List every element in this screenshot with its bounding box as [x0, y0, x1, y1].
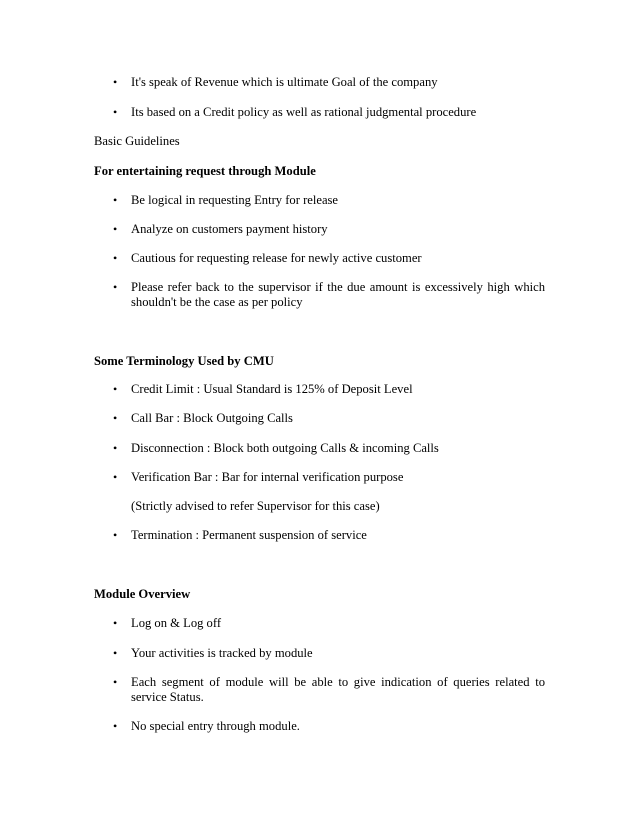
list-item: Disconnection : Block both outgoing Calls & incoming Calls: [131, 441, 439, 455]
list-item: Be logical in requesting Entry for release: [131, 193, 339, 207]
bullet-icon: •: [113, 528, 118, 542]
list-item: Credit Limit : Usual Standard is 125% of Deposit Level: [131, 382, 413, 396]
list-item: No special entry through module.: [131, 719, 300, 733]
list-item: Cautious for requesting release for newly active customer: [131, 251, 422, 265]
bullet-icon: •: [113, 251, 118, 265]
bullet-icon: •: [113, 719, 118, 733]
list-item: Each segment of module will be able to give indication of queries related to service Status.: [131, 675, 545, 704]
bullet-icon: •: [113, 675, 118, 689]
list-item: Please refer back to the supervisor if the due amount is excessively high which shouldn't be the case as per policy: [131, 280, 545, 309]
bullet-icon: •: [113, 105, 118, 119]
bullet-icon: •: [113, 616, 118, 630]
bullet-icon: •: [113, 441, 118, 455]
bullet-icon: •: [113, 75, 118, 89]
section-heading: Module Overview: [94, 587, 191, 601]
list-item: Your activities is tracked by module: [131, 646, 313, 660]
bullet-icon: •: [113, 193, 118, 207]
list-item: Log on & Log off: [131, 616, 222, 630]
section-heading: Some Terminology Used by CMU: [94, 354, 274, 368]
bullet-icon: •: [113, 382, 118, 396]
list-item: Its based on a Credit policy as well as rational judgmental procedure: [131, 105, 477, 119]
list-item: It's speak of Revenue which is ultimate Goal of the company: [131, 75, 438, 89]
section-label: Basic Guidelines: [94, 134, 180, 148]
bullet-icon: •: [113, 280, 118, 294]
list-item: Verification Bar : Bar for internal verification purpose: [131, 470, 404, 484]
bullet-icon: •: [113, 411, 118, 425]
bullet-icon: •: [113, 646, 118, 660]
list-item: Termination : Permanent suspension of service: [131, 528, 367, 542]
section-heading: For entertaining request through Module: [94, 164, 316, 178]
list-item: Call Bar : Block Outgoing Calls: [131, 411, 293, 425]
bullet-icon: •: [113, 470, 118, 484]
note-text: (Strictly advised to refer Supervisor for this case): [131, 499, 380, 513]
bullet-icon: •: [113, 222, 118, 236]
list-item: Analyze on customers payment history: [131, 222, 328, 236]
